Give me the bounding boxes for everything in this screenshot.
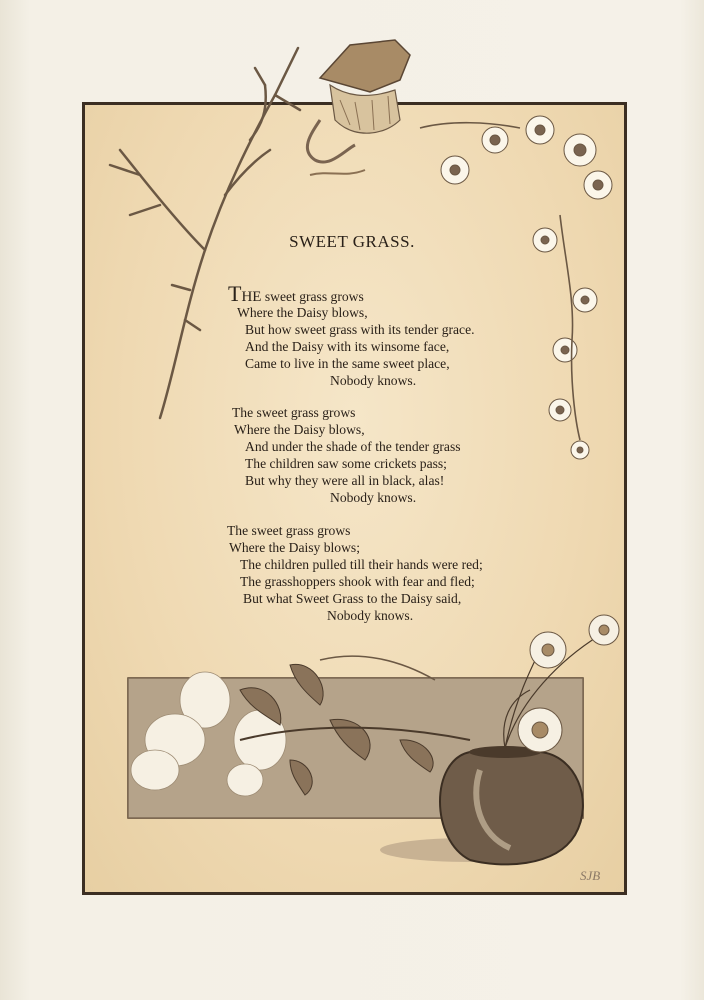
first-line-rest: sweet grass grows	[261, 289, 364, 304]
poem-line: Where the Daisy blows,	[234, 422, 365, 437]
poem-line	[228, 283, 364, 305]
poem-line: The children pulled till their hands were red;	[240, 557, 483, 572]
dropcap: T	[228, 281, 242, 306]
poem-line: The children saw some crickets pass;	[245, 456, 447, 471]
poem-line: And under the shade of the tender grass	[245, 439, 461, 454]
poem-line: But what Sweet Grass to the Daisy said,	[243, 591, 462, 606]
poem-line: Nobody knows.	[330, 490, 417, 505]
poem-line: Where the Daisy blows,	[237, 305, 368, 320]
poem-line: Came to live in the same sweet place,	[245, 356, 450, 371]
dropcap-continuation: HE	[241, 289, 262, 305]
poem-line: But why they were all in black, alas!	[245, 473, 445, 488]
poem-line: Nobody knows.	[327, 608, 414, 623]
poem-line: The sweet grass grows	[232, 405, 356, 420]
poem-line: The grasshoppers shook with fear and fled;	[240, 574, 475, 589]
artist-monogram: SJB	[580, 868, 601, 883]
poem-line: But how sweet grass with its tender grace.	[245, 322, 475, 337]
poem-line: The sweet grass grows	[227, 523, 351, 538]
poem-line: Where the Daisy blows;	[229, 540, 360, 555]
poem-line: And the Daisy with its winsome face,	[245, 339, 450, 354]
poem-line: Nobody knows.	[330, 373, 417, 388]
poem-title: SWEET GRASS.	[289, 232, 415, 251]
